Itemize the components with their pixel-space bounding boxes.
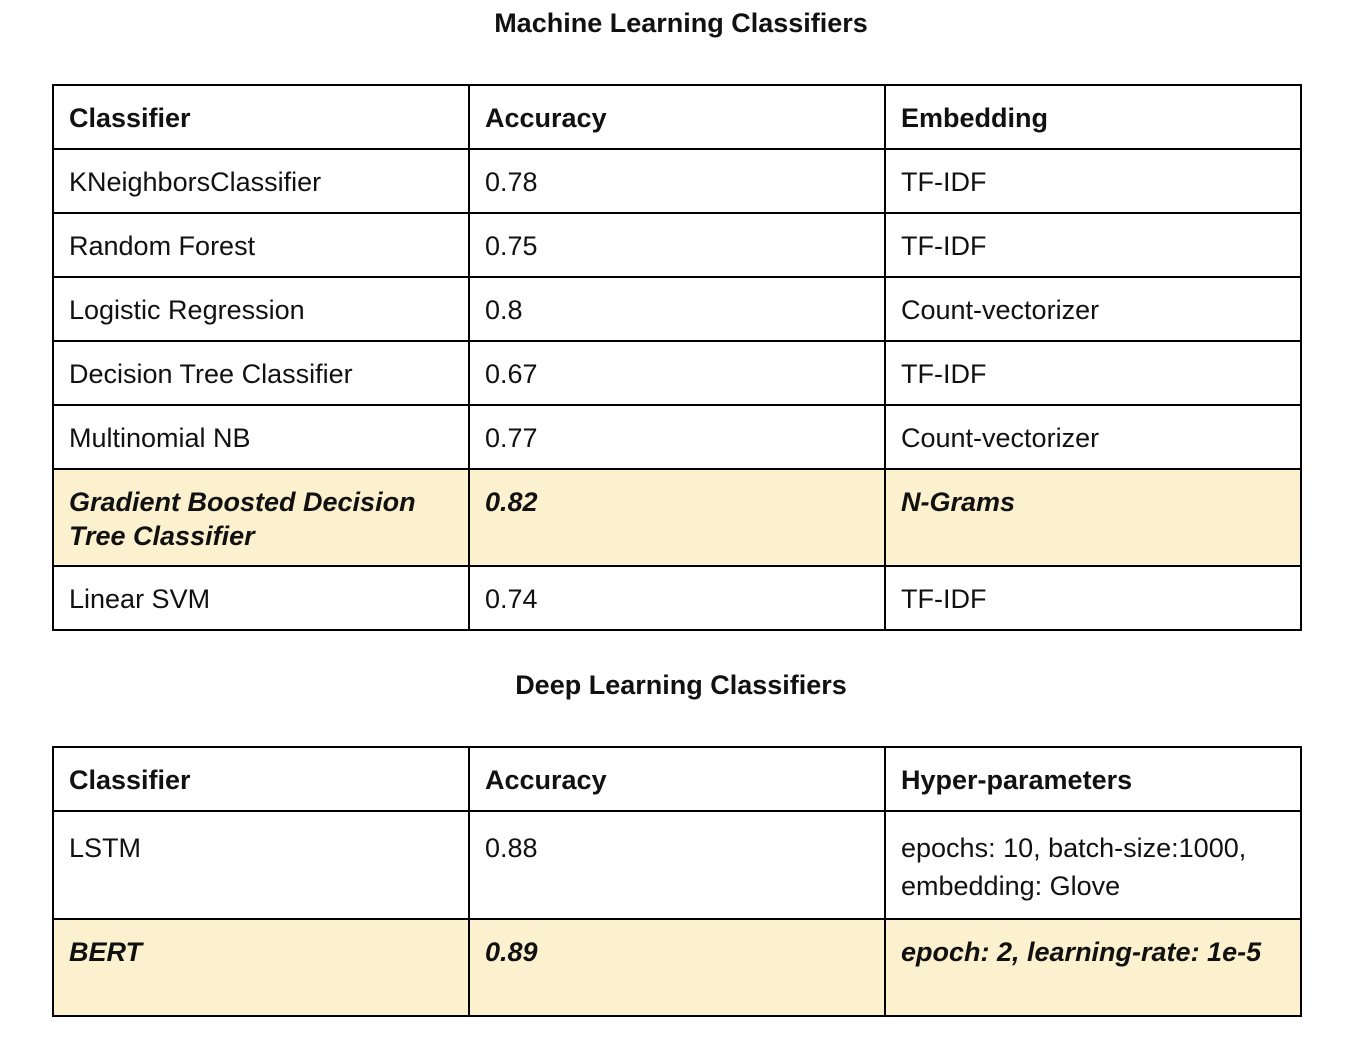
cell-accuracy: 0.89 — [469, 919, 885, 1016]
cell-accuracy: 0.77 — [469, 405, 885, 469]
cell-embedding: TF-IDF — [885, 149, 1301, 213]
table-row — [53, 405, 1301, 469]
highlighted-table-row — [53, 919, 1301, 1016]
table-row — [53, 277, 1301, 341]
cell-hyperparameters: epochs: 10, batch-size:1000, embedding: Glove — [885, 811, 1301, 919]
table-row — [53, 566, 1301, 630]
cell-embedding: TF-IDF — [885, 566, 1301, 630]
table-row — [53, 149, 1301, 213]
cell-accuracy: 0.75 — [469, 213, 885, 277]
cell-classifier: BERT — [53, 919, 469, 1016]
cell-accuracy: 0.88 — [469, 811, 885, 919]
header-embedding: Embedding — [885, 85, 1301, 149]
cell-accuracy: 0.82 — [469, 469, 885, 566]
cell-accuracy: 0.78 — [469, 149, 885, 213]
cell-classifier: Linear SVM — [53, 566, 469, 630]
cell-classifier: Multinomial NB — [53, 405, 469, 469]
table-header-row — [53, 747, 1301, 811]
table-row — [53, 341, 1301, 405]
cell-hyperparameters: epoch: 2, learning-rate: 1e-5 — [885, 919, 1301, 1016]
table-row — [53, 213, 1301, 277]
ml-section-title: Machine Learning Classifiers — [494, 8, 868, 38]
header-hyperparameters: Hyper-parameters — [885, 747, 1301, 811]
dl-classifiers-table — [52, 746, 1302, 1017]
cell-accuracy: 0.74 — [469, 566, 885, 630]
header-classifier: Classifier — [53, 747, 469, 811]
cell-classifier: Random Forest — [53, 213, 469, 277]
highlighted-table-row — [53, 469, 1301, 566]
cell-embedding: Count-vectorizer — [885, 277, 1301, 341]
cell-embedding: Count-vectorizer — [885, 405, 1301, 469]
table-header-row — [53, 85, 1301, 149]
cell-embedding: N-Grams — [885, 469, 1301, 566]
cell-classifier: LSTM — [53, 811, 469, 919]
header-classifier: Classifier — [53, 85, 469, 149]
header-accuracy: Accuracy — [469, 747, 885, 811]
cell-classifier: Logistic Regression — [53, 277, 469, 341]
ml-classifiers-table — [52, 84, 1302, 631]
cell-classifier: Decision Tree Classifier — [53, 341, 469, 405]
cell-embedding: TF-IDF — [885, 213, 1301, 277]
header-accuracy: Accuracy — [469, 85, 885, 149]
cell-classifier: KNeighborsClassifier — [53, 149, 469, 213]
cell-accuracy: 0.67 — [469, 341, 885, 405]
table-row — [53, 811, 1301, 919]
cell-classifier: Gradient Boosted Decision Tree Classifier — [53, 469, 469, 566]
cell-embedding: TF-IDF — [885, 341, 1301, 405]
dl-section-title: Deep Learning Classifiers — [515, 670, 847, 700]
cell-accuracy: 0.8 — [469, 277, 885, 341]
